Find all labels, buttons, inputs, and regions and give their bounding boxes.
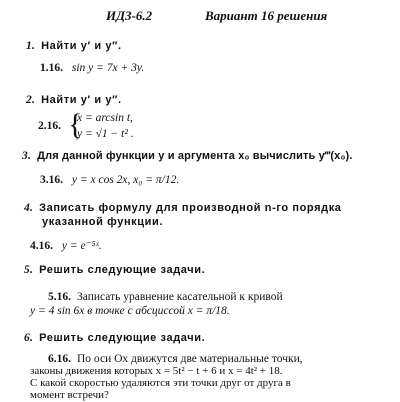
- task-3-heading: [22, 150, 353, 162]
- task-2-number: 2.: [26, 94, 36, 106]
- problem-5-16-line1: Записать уравнение касательной к кривой: [77, 291, 283, 303]
- problem-6-16-line4: момент встречи?: [30, 389, 109, 401]
- task-4-number: 4.: [24, 202, 34, 214]
- variant-title: Вариант 16 решения: [205, 8, 328, 23]
- task-5-text: Решить следующие задачи.: [39, 264, 206, 276]
- task-4-text-line1: Записать формулу для производной n-го порядка: [39, 202, 342, 214]
- task-2-heading: [26, 94, 122, 106]
- task-1-heading: [26, 40, 122, 52]
- task-1-text: Найти y′ и y″.: [41, 40, 122, 52]
- problem-5-16-line1-wrap: [48, 290, 393, 304]
- system-brace-icon: {: [68, 108, 83, 141]
- task-6-text: Решить следующие задачи.: [39, 332, 206, 344]
- problem-2-16-id: 2.16.: [38, 120, 61, 132]
- system-line-2: y = √1 − t² .: [77, 128, 134, 140]
- task-4-text-line2-wrap: [42, 216, 163, 228]
- task-6-number: 6.: [24, 332, 34, 344]
- task-1-number: 1.: [26, 40, 36, 52]
- problem-6-16-line3: С какой скоростью удаляются эти точки друг от друга в: [30, 377, 291, 389]
- task-5-number: 5.: [24, 264, 34, 276]
- problem-6-16-line1: По оси Ox движутся две материальные точки,: [77, 353, 303, 365]
- problem-2-16-system: [68, 108, 188, 144]
- task-4-heading: [24, 202, 342, 214]
- problem-5-16-line2: y = 4 sin 6x в точке с абсциссой x = π/18.: [30, 305, 230, 317]
- task-2-text: Найти y′ и y″.: [41, 94, 122, 106]
- problem-3-16: [40, 174, 179, 186]
- task-3-number: 3.: [22, 150, 32, 162]
- system-line-1: x = arcsin t,: [77, 112, 133, 124]
- problem-4-16: [30, 238, 102, 252]
- problem-4-16-formula: y = e⁻⁵ˣ.: [61, 240, 102, 252]
- problem-4-16-id: 4.16.: [30, 240, 53, 252]
- task-6-heading: [24, 332, 205, 344]
- doc-code: ИДЗ-6.2: [106, 8, 153, 23]
- problem-6-16-line2: законы движения которых x = 5t² − t + 6 и x = 4t² + 18.: [30, 365, 283, 377]
- problem-1-16-id: 1.16.: [40, 62, 63, 74]
- problem-3-16-formula: y = x cos 2x, x₀ = π/12.: [71, 174, 180, 186]
- task-4-text-line2: указанной функции.: [42, 216, 164, 228]
- problem-1-16-formula: sin y = 7x + 3y.: [71, 62, 145, 74]
- problem-5-16-id: 5.16.: [48, 291, 71, 303]
- problem-1-16: [40, 62, 144, 74]
- problem-6-16-id: 6.16.: [48, 353, 71, 365]
- task-5-heading: [24, 264, 205, 276]
- task-3-text: Для данной функции y и аргумента x₀ вычислить y‴(x₀).: [37, 150, 353, 162]
- problem-3-16-id: 3.16.: [40, 174, 63, 186]
